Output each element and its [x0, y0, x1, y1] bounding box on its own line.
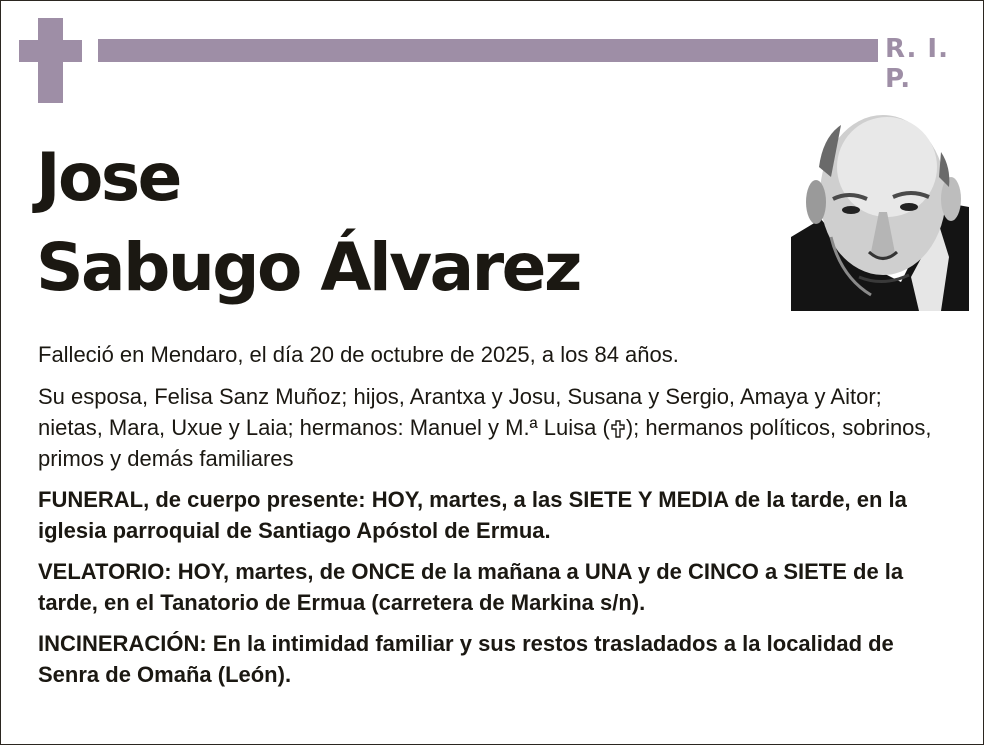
family-paragraph	[38, 381, 938, 474]
header-rule	[98, 39, 878, 62]
first-name: Jose	[36, 139, 180, 216]
wake-paragraph: VELATORIO: HOY, martes, de ONCE de la mañana a UNA y de CINCO a SIETE de la tarde, en el Tanatorio de Ermua (carretera de Markina s/n).	[38, 559, 904, 615]
family-text-start: Su esposa, Felisa Sanz Muñoz; hijos, Arantxa y Josu, Susana y Sergio, Amaya y Aitor; nietas, Mara, Uxue y Laia; hermanos: Manuel y M.ª Luisa (	[38, 384, 882, 440]
cremation-paragraph: INCINERACIÓN: En la intimidad familiar y sus restos trasladados a la localidad de Senra de Omaña (León).	[38, 631, 894, 687]
cross-icon-bar	[19, 40, 82, 62]
deceased-name	[36, 133, 580, 313]
portrait-photo	[791, 107, 969, 311]
family-text-end: ); hermanos políticos, sobrinos, primos y demás familiares	[38, 415, 932, 471]
funeral-paragraph: FUNERAL, de cuerpo presente: HOY, martes, a las SIETE Y MEDIA de la tarde, en la iglesia parroquial de Santiago Apóstol de Ermua.	[38, 487, 907, 543]
death-line: Falleció en Mendaro, el día 20 de octubre de 2025, a los 84 años.	[38, 342, 679, 367]
rip-label: R. I. P.	[885, 34, 949, 94]
portrait-image	[791, 107, 969, 311]
notice-body	[38, 339, 938, 700]
surnames: Sabugo Álvarez	[36, 229, 580, 306]
deceased-cross-icon	[611, 415, 625, 433]
